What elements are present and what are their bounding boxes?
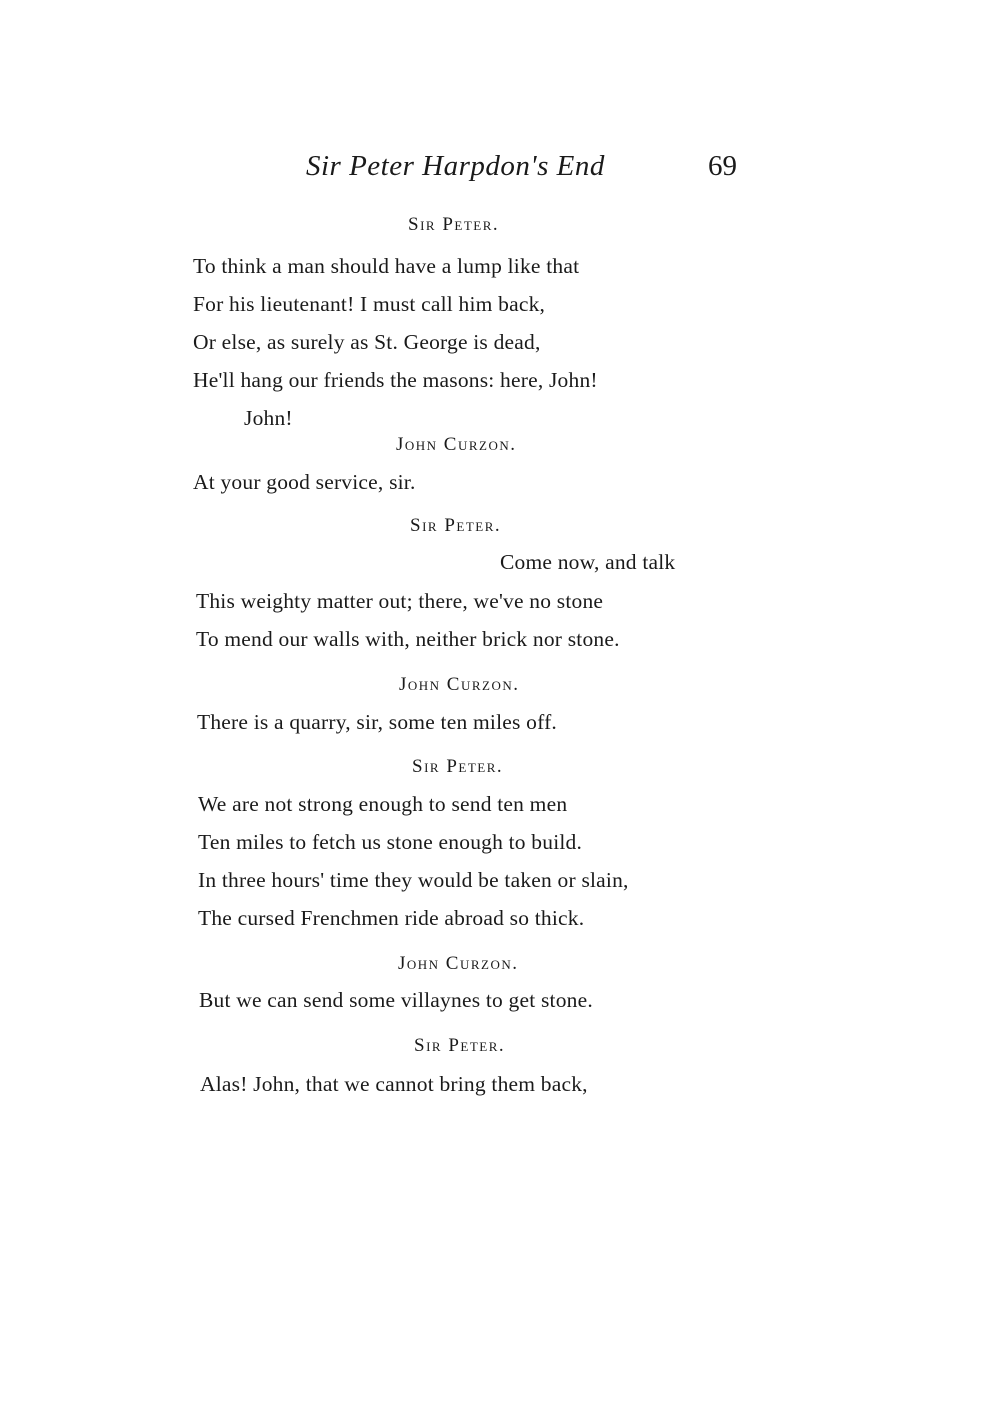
speaker-name: Sir Peter. [408, 214, 500, 235]
verse-line: At your good service, sir. [193, 470, 416, 494]
verse-line: John! [244, 406, 293, 430]
verse-line: To think a man should have a lump like that [193, 254, 580, 278]
speaker-name: John Curzon. [398, 953, 519, 974]
verse-line: Ten miles to fetch us stone enough to build. [198, 830, 583, 854]
speaker-name: Sir Peter. [412, 756, 504, 777]
speaker-name: John Curzon. [399, 674, 520, 695]
verse-line: Come now, and talk [500, 550, 676, 574]
running-title: Sir Peter Harpdon's End [306, 150, 605, 182]
verse-line: For his lieutenant! I must call him back, [193, 292, 546, 316]
verse-line: Alas! John, that we cannot bring them back, [200, 1072, 588, 1096]
verse-line: But we can send some villaynes to get stone. [199, 988, 593, 1012]
verse-line: There is a quarry, sir, some ten miles off. [197, 710, 558, 734]
page-number: 69 [708, 150, 737, 182]
verse-line: This weighty matter out; there, we've no stone [196, 589, 604, 613]
speaker-name: John Curzon. [396, 434, 517, 455]
verse-line: He'll hang our friends the masons: here, John! [193, 368, 598, 392]
verse-line: We are not strong enough to send ten men [198, 792, 568, 816]
verse-line: In three hours' time they would be taken or slain, [198, 868, 629, 892]
verse-line: To mend our walls with, neither brick nor stone. [196, 627, 620, 651]
verse-line: The cursed Frenchmen ride abroad so thick. [198, 906, 585, 930]
speaker-name: Sir Peter. [414, 1035, 506, 1056]
verse-line: Or else, as surely as St. George is dead, [193, 330, 541, 354]
speaker-name: Sir Peter. [410, 515, 502, 536]
